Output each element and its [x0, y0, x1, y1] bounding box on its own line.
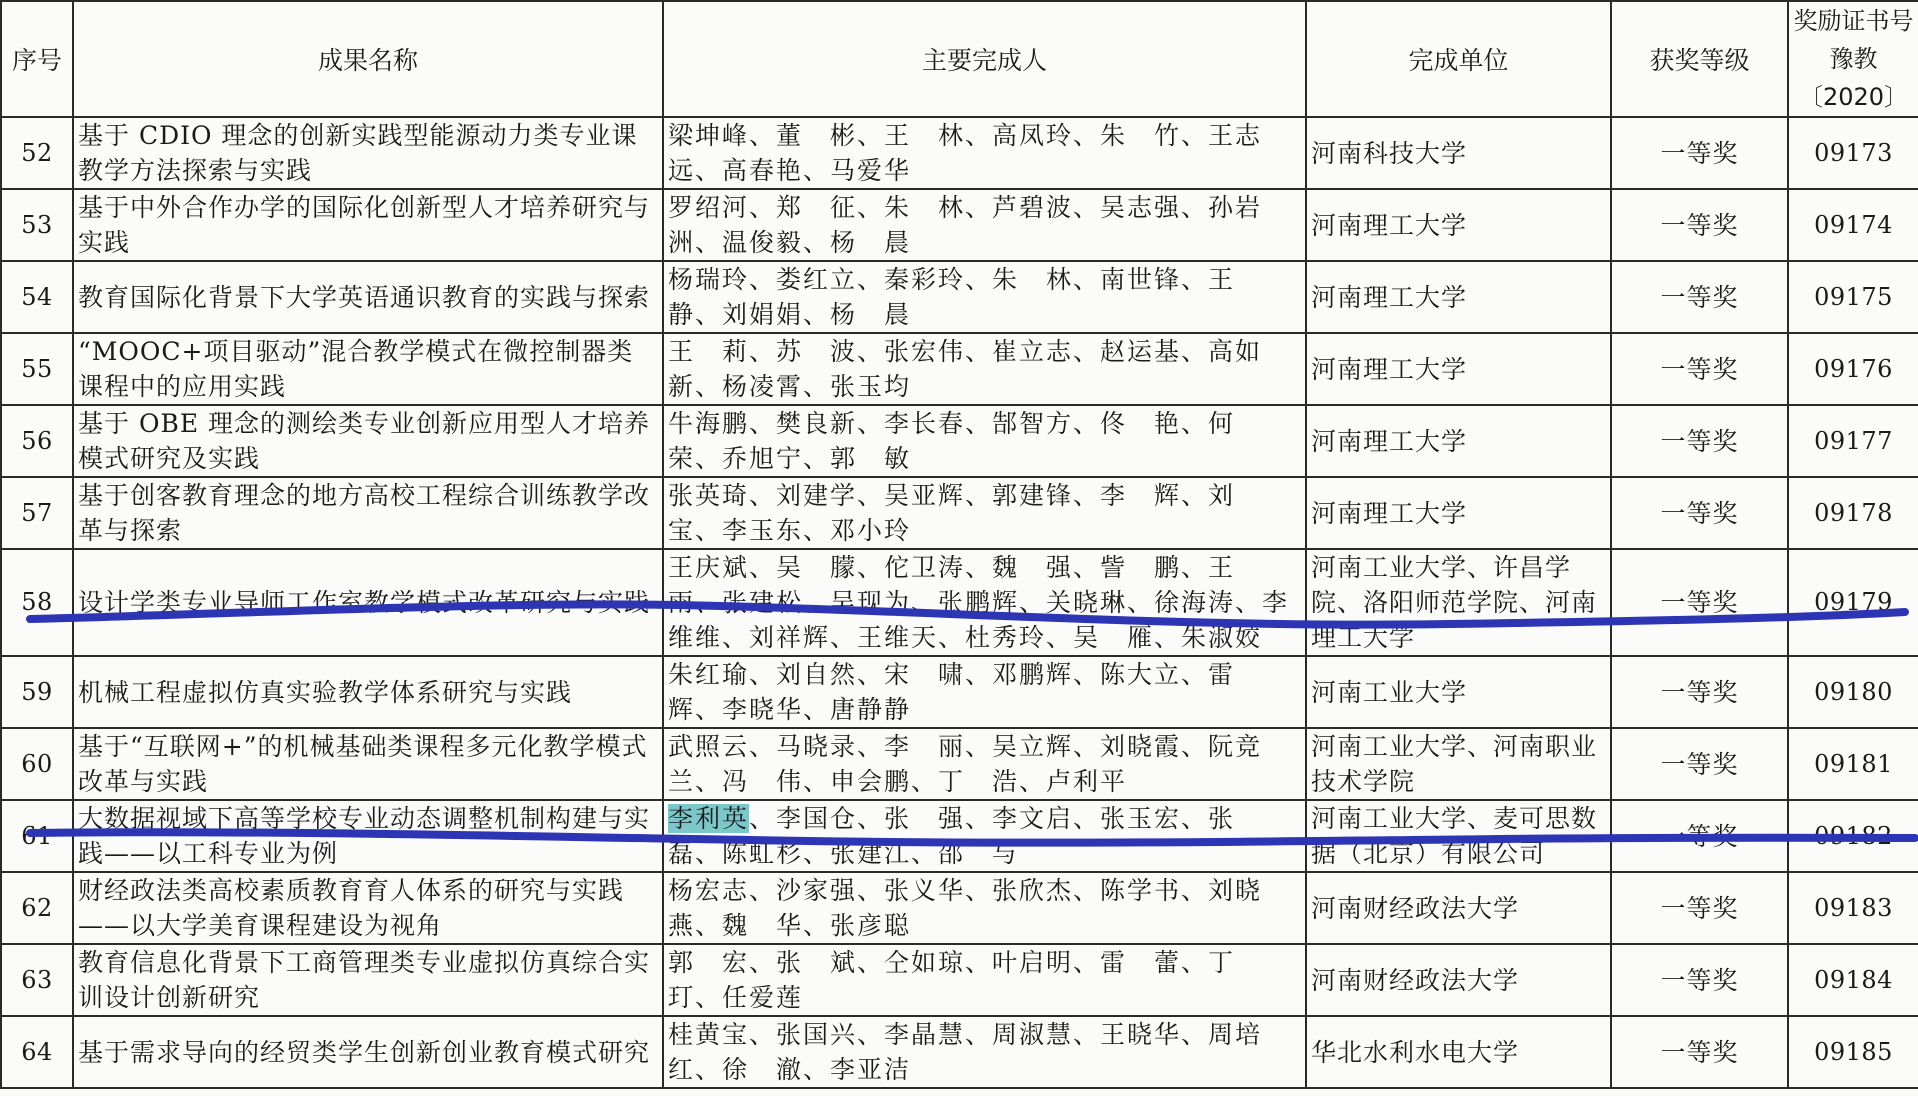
cell-unit: 河南科技大学 [1306, 117, 1611, 189]
cell-people: 桂黄宝、张国兴、李晶慧、周淑慧、王晓华、周培红、徐 澈、李亚洁 [663, 1016, 1306, 1088]
cell-name: 教育信息化背景下工商管理类专业虚拟仿真综合实训设计创新研究 [73, 944, 663, 1016]
cell-level: 一等奖 [1611, 117, 1788, 189]
cell-level: 一等奖 [1611, 944, 1788, 1016]
cell-no: 56 [1, 405, 73, 477]
cell-level: 一等奖 [1611, 261, 1788, 333]
header-level: 获奖等级 [1611, 1, 1788, 117]
cell-cert: 09173 [1788, 117, 1918, 189]
cell-people: 杨宏志、沙家强、张义华、张欣杰、陈学书、刘晓燕、魏 华、张彦聪 [663, 872, 1306, 944]
cell-cert: 09175 [1788, 261, 1918, 333]
cell-level: 一等奖 [1611, 872, 1788, 944]
table-row [1, 656, 1918, 728]
cell-people: 杨瑞玲、娄红立、秦彩玲、朱 林、南世锋、王 静、刘娟娟、杨 晨 [663, 261, 1306, 333]
header-no: 序号 [1, 1, 73, 117]
cell-cert: 09176 [1788, 333, 1918, 405]
cell-no: 54 [1, 261, 73, 333]
cell-no: 60 [1, 728, 73, 800]
cell-level: 一等奖 [1611, 549, 1788, 656]
cell-unit: 华北水利水电大学 [1306, 1016, 1611, 1088]
cell-name: 财经政法类高校素质教育育人体系的研究与实践——以大学美育课程建设为视角 [73, 872, 663, 944]
cell-level: 一等奖 [1611, 333, 1788, 405]
table-row [1, 117, 1918, 189]
cell-people: 朱红瑜、刘自然、宋 啸、邓鹏辉、陈大立、雷 辉、李晓华、唐静静 [663, 656, 1306, 728]
cell-cert: 09183 [1788, 872, 1918, 944]
header-cert [1788, 1, 1918, 117]
cell-cert: 09185 [1788, 1016, 1918, 1088]
cell-people: 王庆斌、吴 朦、佗卫涛、魏 强、訾 鹏、王 雨、张建松、吴现为、张鹏辉、关晓琳、徐海涛、李维维、刘祥辉、王维天、杜秀玲、吴 雁、朱淑姣 [663, 549, 1306, 656]
table-row [1, 872, 1918, 944]
cell-unit: 河南财经政法大学 [1306, 944, 1611, 1016]
cell-cert: 09179 [1788, 549, 1918, 656]
cell-level: 一等奖 [1611, 405, 1788, 477]
cell-name: 教育国际化背景下大学英语通识教育的实践与探索 [73, 261, 663, 333]
cell-unit: 河南工业大学、河南职业技术学院 [1306, 728, 1611, 800]
cell-unit: 河南理工大学 [1306, 189, 1611, 261]
cell-people: 张英琦、刘建学、吴亚辉、郭建锋、李 辉、刘 宝、李玉东、邓小玲 [663, 477, 1306, 549]
header-people: 主要完成人 [663, 1, 1306, 117]
cell-no: 52 [1, 117, 73, 189]
table-row [1, 477, 1918, 549]
cell-unit: 河南工业大学、许昌学院、洛阳师范学院、河南理工大学 [1306, 549, 1611, 656]
cell-people: 梁坤峰、董 彬、王 林、高凤玲、朱 竹、王志远、高春艳、马爱华 [663, 117, 1306, 189]
cell-no: 59 [1, 656, 73, 728]
cell-cert: 09184 [1788, 944, 1918, 1016]
cell-name: 基于中外合作办学的国际化创新型人才培养研究与实践 [73, 189, 663, 261]
table-row [1, 189, 1918, 261]
cell-name: 机械工程虚拟仿真实验教学体系研究与实践 [73, 656, 663, 728]
cell-name: 基于“互联网+”的机械基础类课程多元化教学模式改革与实践 [73, 728, 663, 800]
cell-no: 53 [1, 189, 73, 261]
cell-name: 设计学类专业导师工作室教学模式改革研究与实践 [73, 549, 663, 656]
cell-no: 63 [1, 944, 73, 1016]
cell-no: 62 [1, 872, 73, 944]
table-row [1, 800, 1918, 872]
cell-unit: 河南理工大学 [1306, 405, 1611, 477]
cell-unit: 河南工业大学、麦可思数据（北京）有限公司 [1306, 800, 1611, 872]
header-cert-line1: 奖励证书号 [1793, 7, 1914, 35]
header-cert-line2: 豫教〔2020〕 [1798, 45, 1909, 111]
cell-unit: 河南理工大学 [1306, 261, 1611, 333]
cell-name: 基于创客教育理念的地方高校工程综合训练教学改革与探索 [73, 477, 663, 549]
table-row [1, 549, 1918, 656]
cell-people: 武照云、马晓录、李 丽、吴立辉、刘晓霞、阮竞兰、冯 伟、申会鹏、丁 浩、卢利平 [663, 728, 1306, 800]
cell-people-rest: 、李国仓、张 强、李文启、张玉宏、张 磊、陈虹杉、张建江、邵 与 [668, 804, 1263, 868]
cell-people: 郭 宏、张 斌、仝如琼、叶启明、雷 蕾、丁 玎、任爱莲 [663, 944, 1306, 1016]
cell-unit: 河南理工大学 [1306, 333, 1611, 405]
header-row [1, 1, 1918, 117]
table-row [1, 1016, 1918, 1088]
cell-people [663, 800, 1306, 872]
cell-name: “MOOC+项目驱动”混合教学模式在微控制器类课程中的应用实践 [73, 333, 663, 405]
cell-name: 基于 CDIO 理念的创新实践型能源动力类专业课教学方法探索与实践 [73, 117, 663, 189]
cell-people: 牛海鹏、樊良新、李长春、郜智方、佟 艳、何 荣、乔旭宁、郭 敏 [663, 405, 1306, 477]
cell-unit: 河南财经政法大学 [1306, 872, 1611, 944]
cell-people: 王 莉、苏 波、张宏伟、崔立志、赵运基、高如新、杨凌霄、张玉均 [663, 333, 1306, 405]
cell-cert: 09182 [1788, 800, 1918, 872]
cell-level: 一等奖 [1611, 656, 1788, 728]
table-row [1, 333, 1918, 405]
cell-level: 一等奖 [1611, 477, 1788, 549]
cell-no: 61 [1, 800, 73, 872]
cell-level: 一等奖 [1611, 728, 1788, 800]
table-row [1, 405, 1918, 477]
cell-people: 罗绍河、郑 征、朱 林、芦碧波、吴志强、孙岩洲、温俊毅、杨 晨 [663, 189, 1306, 261]
cell-name: 基于 OBE 理念的测绘类专业创新应用型人才培养模式研究及实践 [73, 405, 663, 477]
cell-cert: 09178 [1788, 477, 1918, 549]
cell-level: 一等奖 [1611, 1016, 1788, 1088]
cell-cert: 09180 [1788, 656, 1918, 728]
table-row [1, 944, 1918, 1016]
cell-level: 一等奖 [1611, 189, 1788, 261]
cell-unit: 河南工业大学 [1306, 656, 1611, 728]
header-name: 成果名称 [73, 1, 663, 117]
cell-no: 55 [1, 333, 73, 405]
table-row [1, 261, 1918, 333]
cell-name: 基于需求导向的经贸类学生创新创业教育模式研究 [73, 1016, 663, 1088]
highlighted-name: 李利英 [668, 804, 750, 833]
cell-cert: 09177 [1788, 405, 1918, 477]
cell-no: 64 [1, 1016, 73, 1088]
cell-unit: 河南理工大学 [1306, 477, 1611, 549]
cell-cert: 09181 [1788, 728, 1918, 800]
cell-cert: 09174 [1788, 189, 1918, 261]
header-unit: 完成单位 [1306, 1, 1611, 117]
table-row [1, 728, 1918, 800]
cell-no: 57 [1, 477, 73, 549]
cell-level: 一等奖 [1611, 800, 1788, 872]
cell-name: 大数据视域下高等学校专业动态调整机制构建与实践——以工科专业为例 [73, 800, 663, 872]
cell-no: 58 [1, 549, 73, 656]
